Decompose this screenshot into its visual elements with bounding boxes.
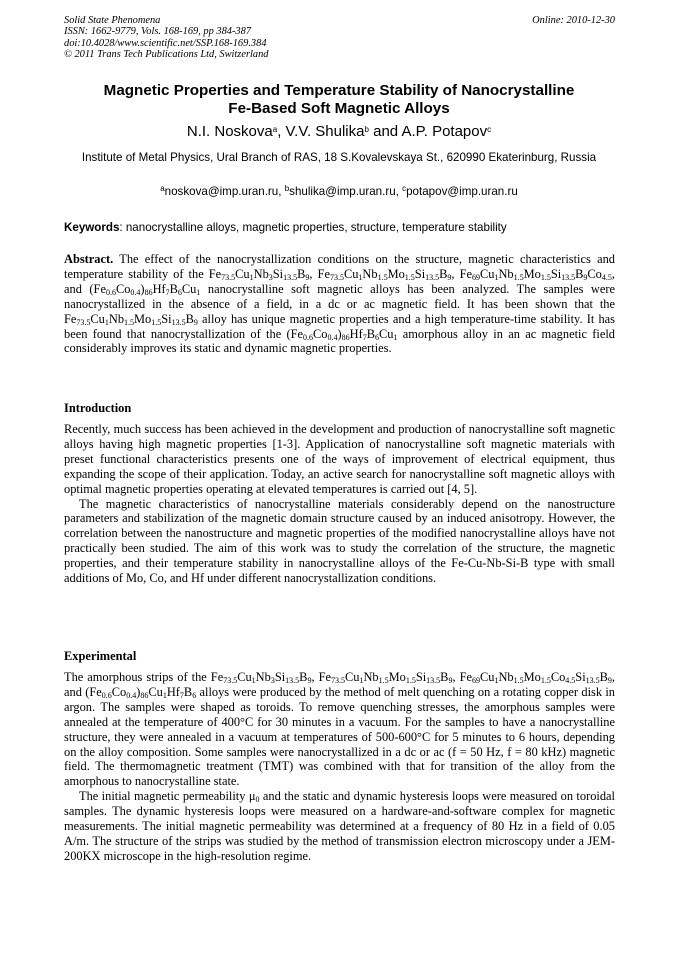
formula-element: Fe <box>208 266 222 281</box>
abstract-label: Abstract. <box>64 252 114 266</box>
abstract <box>64 252 615 356</box>
formula-subscript: 13.5 <box>285 676 300 685</box>
text-run: The initial magnetic permeability μ <box>79 789 256 804</box>
alloy-formula <box>209 267 310 281</box>
formula-element: Nb <box>498 266 514 281</box>
formula-subscript: 1.5 <box>124 317 135 327</box>
alloy-formula <box>460 267 612 281</box>
formula-element: Nb <box>108 311 125 326</box>
formula-element: ) <box>337 326 342 341</box>
journal-header <box>64 15 268 61</box>
formula-element: Cu <box>181 281 197 296</box>
copyright-line: © 2011 Trans Tech Publications Ltd, Switzerland <box>64 49 269 61</box>
formula-subscript: 1 <box>249 272 254 282</box>
text-run: The amorphous strips of the <box>64 670 211 684</box>
author-separator: , <box>277 123 286 140</box>
formula-subscript: 9 <box>305 272 310 282</box>
paragraph: The magnetic characteristics of nanocrystalline materials considerably depend on the nanostructure parameters and stabilization of the magnetic domain structure caused by an induced anisotropy. However, the correlation between the nanostructure and magnetic properties of the modified nanocrystalline alloys have not practically been studied. The aim of this work was to study the correlation of the structure, the magnetic properties, and their temperature stability in nanocrystalline alloys of the Fe-Cu-Nb-Si-B type with small additions of Mo, Co, and Hf under different nanocrystallization conditions. <box>64 496 615 586</box>
formula-element: Cu <box>343 266 359 281</box>
formula-subscript: 73.5 <box>223 676 238 685</box>
formula-subscript: 7 <box>179 690 184 700</box>
author-affil-mark: a <box>272 125 278 134</box>
formula-element: B <box>575 266 584 281</box>
text-run: , <box>452 670 460 684</box>
email-mark: a <box>160 184 165 193</box>
formula-subscript: 73.5 <box>329 272 344 282</box>
formula-element: Nb <box>253 266 269 281</box>
formula-element: (Fe <box>85 684 102 699</box>
formula-element: Mo <box>134 311 152 326</box>
formula-element: Fe <box>64 311 77 326</box>
section-heading-introduction: Introduction <box>64 401 132 415</box>
abstract-text: alloy has unique magnetic properties and a high temperature-time stability. It has been found that nanocrystallization of the <box>64 311 615 341</box>
alloy-formula <box>318 267 452 281</box>
keywords-text: : nanocrystalline alloys, magnetic properties, structure, temperature stability <box>119 221 507 234</box>
formula-element: ) <box>136 684 141 699</box>
formula-element: Si <box>575 670 586 684</box>
formula-subscript: 13.5 <box>283 272 298 282</box>
abstract-text: , and <box>64 266 615 296</box>
formula-element: B <box>440 670 449 684</box>
formula-subscript: 13.5 <box>561 272 576 282</box>
email-link[interactable]: potapov@imp.uran.ru <box>406 185 518 198</box>
formula-element: B <box>366 326 375 341</box>
formula-element: Si <box>550 266 562 281</box>
abstract-text: The effect of the nanocrystallization conditions on the structure, magnetic characteristics and temperature stability of the <box>64 252 615 281</box>
formula-subscript: 69 <box>471 272 480 282</box>
subscript: 0 <box>255 795 260 805</box>
formula-subscript: 0.4 <box>130 287 141 297</box>
formula-element: B <box>439 266 448 281</box>
paragraph <box>64 670 615 789</box>
formula-element: ) <box>140 281 145 296</box>
formula-element: Fe <box>459 266 472 281</box>
formula-element: Fe <box>210 670 224 684</box>
formula-element: Cu <box>235 266 250 281</box>
formula-element: B <box>599 670 608 684</box>
alloy-formula <box>85 685 196 699</box>
formula-subscript: 1.5 <box>540 272 551 282</box>
email-mark: c <box>402 184 407 193</box>
paper-title <box>60 82 618 117</box>
formula-element: Fe <box>317 266 330 281</box>
text-run: , <box>311 670 319 684</box>
formula-subscript: 13.5 <box>585 676 600 685</box>
author-affil-mark: c <box>487 125 492 134</box>
text-run: alloys were produced by the method of melt quenching on a rotating copper disk in argon. The samples were shaped as toroids. To remove quenching stresses, the amorphous samples were annealed at the temperature of 400°C for 30 minutes in a vacuum. For the samples to have a nanocrystalline structure, they were annealed in a vacuum at temperatures of 500-600°C for 5 minutes to 6 hours, depending on the alloy composition. Some samples were nanocrystallized in a dc or ac (f = 50 Hz, f = 80 kHz) magnetic field. The thermomagnetic treatment (TMT) was combined with that for transition of the alloy from the amorphous to nanocrystalline state. <box>64 684 615 789</box>
introduction-body <box>64 422 615 586</box>
formula-subscript: 1.5 <box>540 676 551 685</box>
formula-element: Hf <box>349 326 363 341</box>
alloy-formula <box>211 670 312 684</box>
formula-subscript: 0.6 <box>105 287 116 297</box>
formula-subscript: 86 <box>341 332 350 342</box>
formula-element: B <box>299 670 308 684</box>
formula-element: Nb <box>498 670 514 684</box>
formula-element: Si <box>415 670 427 684</box>
formula-element: Cu <box>344 670 360 684</box>
alloy-formula <box>319 670 453 684</box>
title-line-2: Fe-Based Soft Magnetic Alloys <box>228 99 450 117</box>
formula-subscript: 1 <box>196 287 201 297</box>
formula-element: B <box>183 684 193 699</box>
author-name: A.P. Potapov <box>401 123 488 140</box>
formula-subscript: 9 <box>607 676 612 685</box>
formula-element: Nb <box>255 670 271 684</box>
doi-line[interactable]: doi:10.4028/www.scientific.net/SSP.168-169.384 <box>64 37 267 49</box>
formula-element: (Fe <box>286 326 304 341</box>
formula-element: Hf <box>166 684 180 699</box>
formula-element: Cu <box>479 266 495 281</box>
abstract-text: amorphous alloy in an ac magnetic field considerably improves its static and dynamic magnetic properties. <box>64 326 615 356</box>
formula-subscript: 0.4 <box>327 332 338 342</box>
formula-subscript: 9 <box>448 676 453 685</box>
formula-subscript: 1 <box>393 332 398 342</box>
formula-subscript: 13.5 <box>426 676 441 685</box>
formula-element: Mo <box>387 266 405 281</box>
abstract-text: , <box>451 266 460 281</box>
paragraph <box>64 789 615 864</box>
formula-subscript: 7 <box>165 287 170 297</box>
formula-element: Hf <box>152 281 166 296</box>
formula-element: Mo <box>523 266 541 281</box>
alloy-formula <box>89 282 200 296</box>
formula-element: Cu <box>379 326 394 341</box>
text-run: , and <box>64 670 616 699</box>
author-list <box>60 123 618 141</box>
formula-subscript: 1.5 <box>405 676 416 685</box>
formula-subscript: 1 <box>494 272 499 282</box>
formula-subscript: 86 <box>140 690 149 700</box>
formula-element: Co <box>587 266 602 281</box>
formula-element: Nb <box>362 266 378 281</box>
formula-subscript: 3 <box>268 272 273 282</box>
keywords <box>64 221 616 235</box>
formula-subscript: 9 <box>193 317 198 327</box>
formula-subscript: 1 <box>358 272 363 282</box>
formula-element: Cu <box>479 670 495 684</box>
formula-element: Cu <box>148 684 163 699</box>
formula-subscript: 6 <box>375 332 379 342</box>
formula-subscript: 1.5 <box>378 676 389 685</box>
email-link[interactable]: noskova@imp.uran.ru <box>164 185 279 198</box>
formula-element: Co <box>313 326 328 341</box>
formula-subscript: 6 <box>192 690 197 700</box>
formula-subscript: 4.5 <box>601 272 612 282</box>
formula-subscript: 13.5 <box>425 272 440 282</box>
formula-subscript: 1.5 <box>404 272 415 282</box>
title-line-1: Magnetic Properties and Temperature Stability of Nanocrystalline <box>103 82 575 99</box>
author-name: N.I. Noskova <box>186 123 273 140</box>
journal-name: Solid State Phenomena <box>64 15 161 26</box>
formula-element: Mo <box>388 670 406 684</box>
author-affil-mark: b <box>364 125 369 134</box>
formula-element: Si <box>274 670 286 684</box>
formula-element: Cu <box>237 670 252 684</box>
formula-element: Nb <box>363 670 379 684</box>
formula-subscript: 6 <box>177 287 182 297</box>
formula-subscript: 7 <box>362 332 367 342</box>
formula-element: Mo <box>523 670 541 684</box>
formula-element: B <box>169 281 178 296</box>
formula-subscript: 1.5 <box>513 272 524 282</box>
formula-element: B <box>185 311 194 326</box>
formula-element: B <box>297 266 306 281</box>
author-name: V.V. Shulika <box>285 123 365 140</box>
email-separator: , <box>278 185 285 198</box>
affiliation: Institute of Metal Physics, Ural Branch of RAS, 18 S.Kovalevskaya St., 620990 Ekaterinburg, Russia <box>81 151 597 164</box>
abstract-text: , <box>309 266 318 281</box>
formula-element: Fe <box>459 670 472 684</box>
alloy-formula <box>460 670 612 684</box>
formula-subscript: 4.5 <box>565 676 576 685</box>
formula-subscript: 9 <box>583 272 588 282</box>
formula-subscript: 73.5 <box>76 317 91 327</box>
formula-element: Co <box>111 684 127 699</box>
formula-subscript: 1 <box>104 317 109 327</box>
abstract-text: nanocrystalline soft magnetic alloys has been analyzed. The samples were nanocrystallized in the absence of a field, in a dc or ac magnetic field. It has been shown that the <box>64 281 615 311</box>
text-run: and the static and dynamic hysteresis loops were measured on toroidal samples. The dynamic hysteresis loops were measured on a hardware-and-software complex for magnetic measurements. The initial magnetic permeability was determined at a frequency of 80 Hz in a field of 0.05 A/m. The structure of the strips was studied by the method of transmission electron microscopy under a JEM-200KX microscope in the high-resolution regime. <box>64 789 615 863</box>
formula-subscript: 1 <box>162 690 167 700</box>
formula-subscript: 69 <box>471 676 480 685</box>
keywords-label: Keywords <box>64 221 120 234</box>
formula-subscript: 1.5 <box>513 676 524 685</box>
email-separator: , <box>395 185 403 198</box>
formula-subscript: 0.6 <box>101 690 112 700</box>
formula-subscript: 9 <box>307 676 312 685</box>
alloy-formula <box>64 312 198 326</box>
email-mark: b <box>284 184 290 193</box>
formula-subscript: 1 <box>359 676 364 685</box>
formula-subscript: 73.5 <box>330 676 345 685</box>
formula-element: Si <box>272 266 284 281</box>
formula-element: Co <box>550 670 566 684</box>
formula-subscript: 0.4 <box>126 690 137 700</box>
formula-subscript: 1.5 <box>377 272 388 282</box>
issn-line: ISSN: 1662-9779, Vols. 168-169, pp 384-387 <box>64 26 252 38</box>
formula-subscript: 13.5 <box>171 317 186 327</box>
formula-subscript: 0.6 <box>303 332 314 342</box>
formula-element: Si <box>161 311 172 326</box>
formula-element: Cu <box>90 311 105 326</box>
formula-element: Si <box>414 266 426 281</box>
paragraph: Recently, much success has been achieved in the development and production of nanocrystalline soft magnetic alloys having high magnetic properties [1-3]. Application of nanocrystalline soft magnetic materials with preset functional characteristics presents one of the ways of improvement of electrical equipment, thus expanding the scope of their application. Today, an active search for nanocrystalline soft magnetic alloys with optimal magnetic properties operating at elevated temperatures is carried out [4, 5]. <box>64 422 615 496</box>
formula-element: Co <box>115 281 131 296</box>
author-separator: and <box>368 123 402 140</box>
experimental-body <box>64 670 615 864</box>
alloy-formula <box>287 327 398 341</box>
formula-subscript: 1 <box>251 676 256 685</box>
formula-subscript: 1 <box>494 676 499 685</box>
email-list <box>60 185 618 199</box>
section-heading-experimental: Experimental <box>64 649 137 663</box>
formula-element: (Fe <box>89 281 106 296</box>
formula-subscript: 73.5 <box>221 272 236 282</box>
formula-subscript: 9 <box>447 272 452 282</box>
online-date: Online: 2010-12-30 <box>532 15 615 26</box>
email-link[interactable]: shulika@imp.uran.ru <box>289 185 396 198</box>
formula-element: Fe <box>318 670 331 684</box>
formula-subscript: 1.5 <box>151 317 162 327</box>
formula-subscript: 3 <box>270 676 275 685</box>
formula-subscript: 86 <box>144 287 153 297</box>
